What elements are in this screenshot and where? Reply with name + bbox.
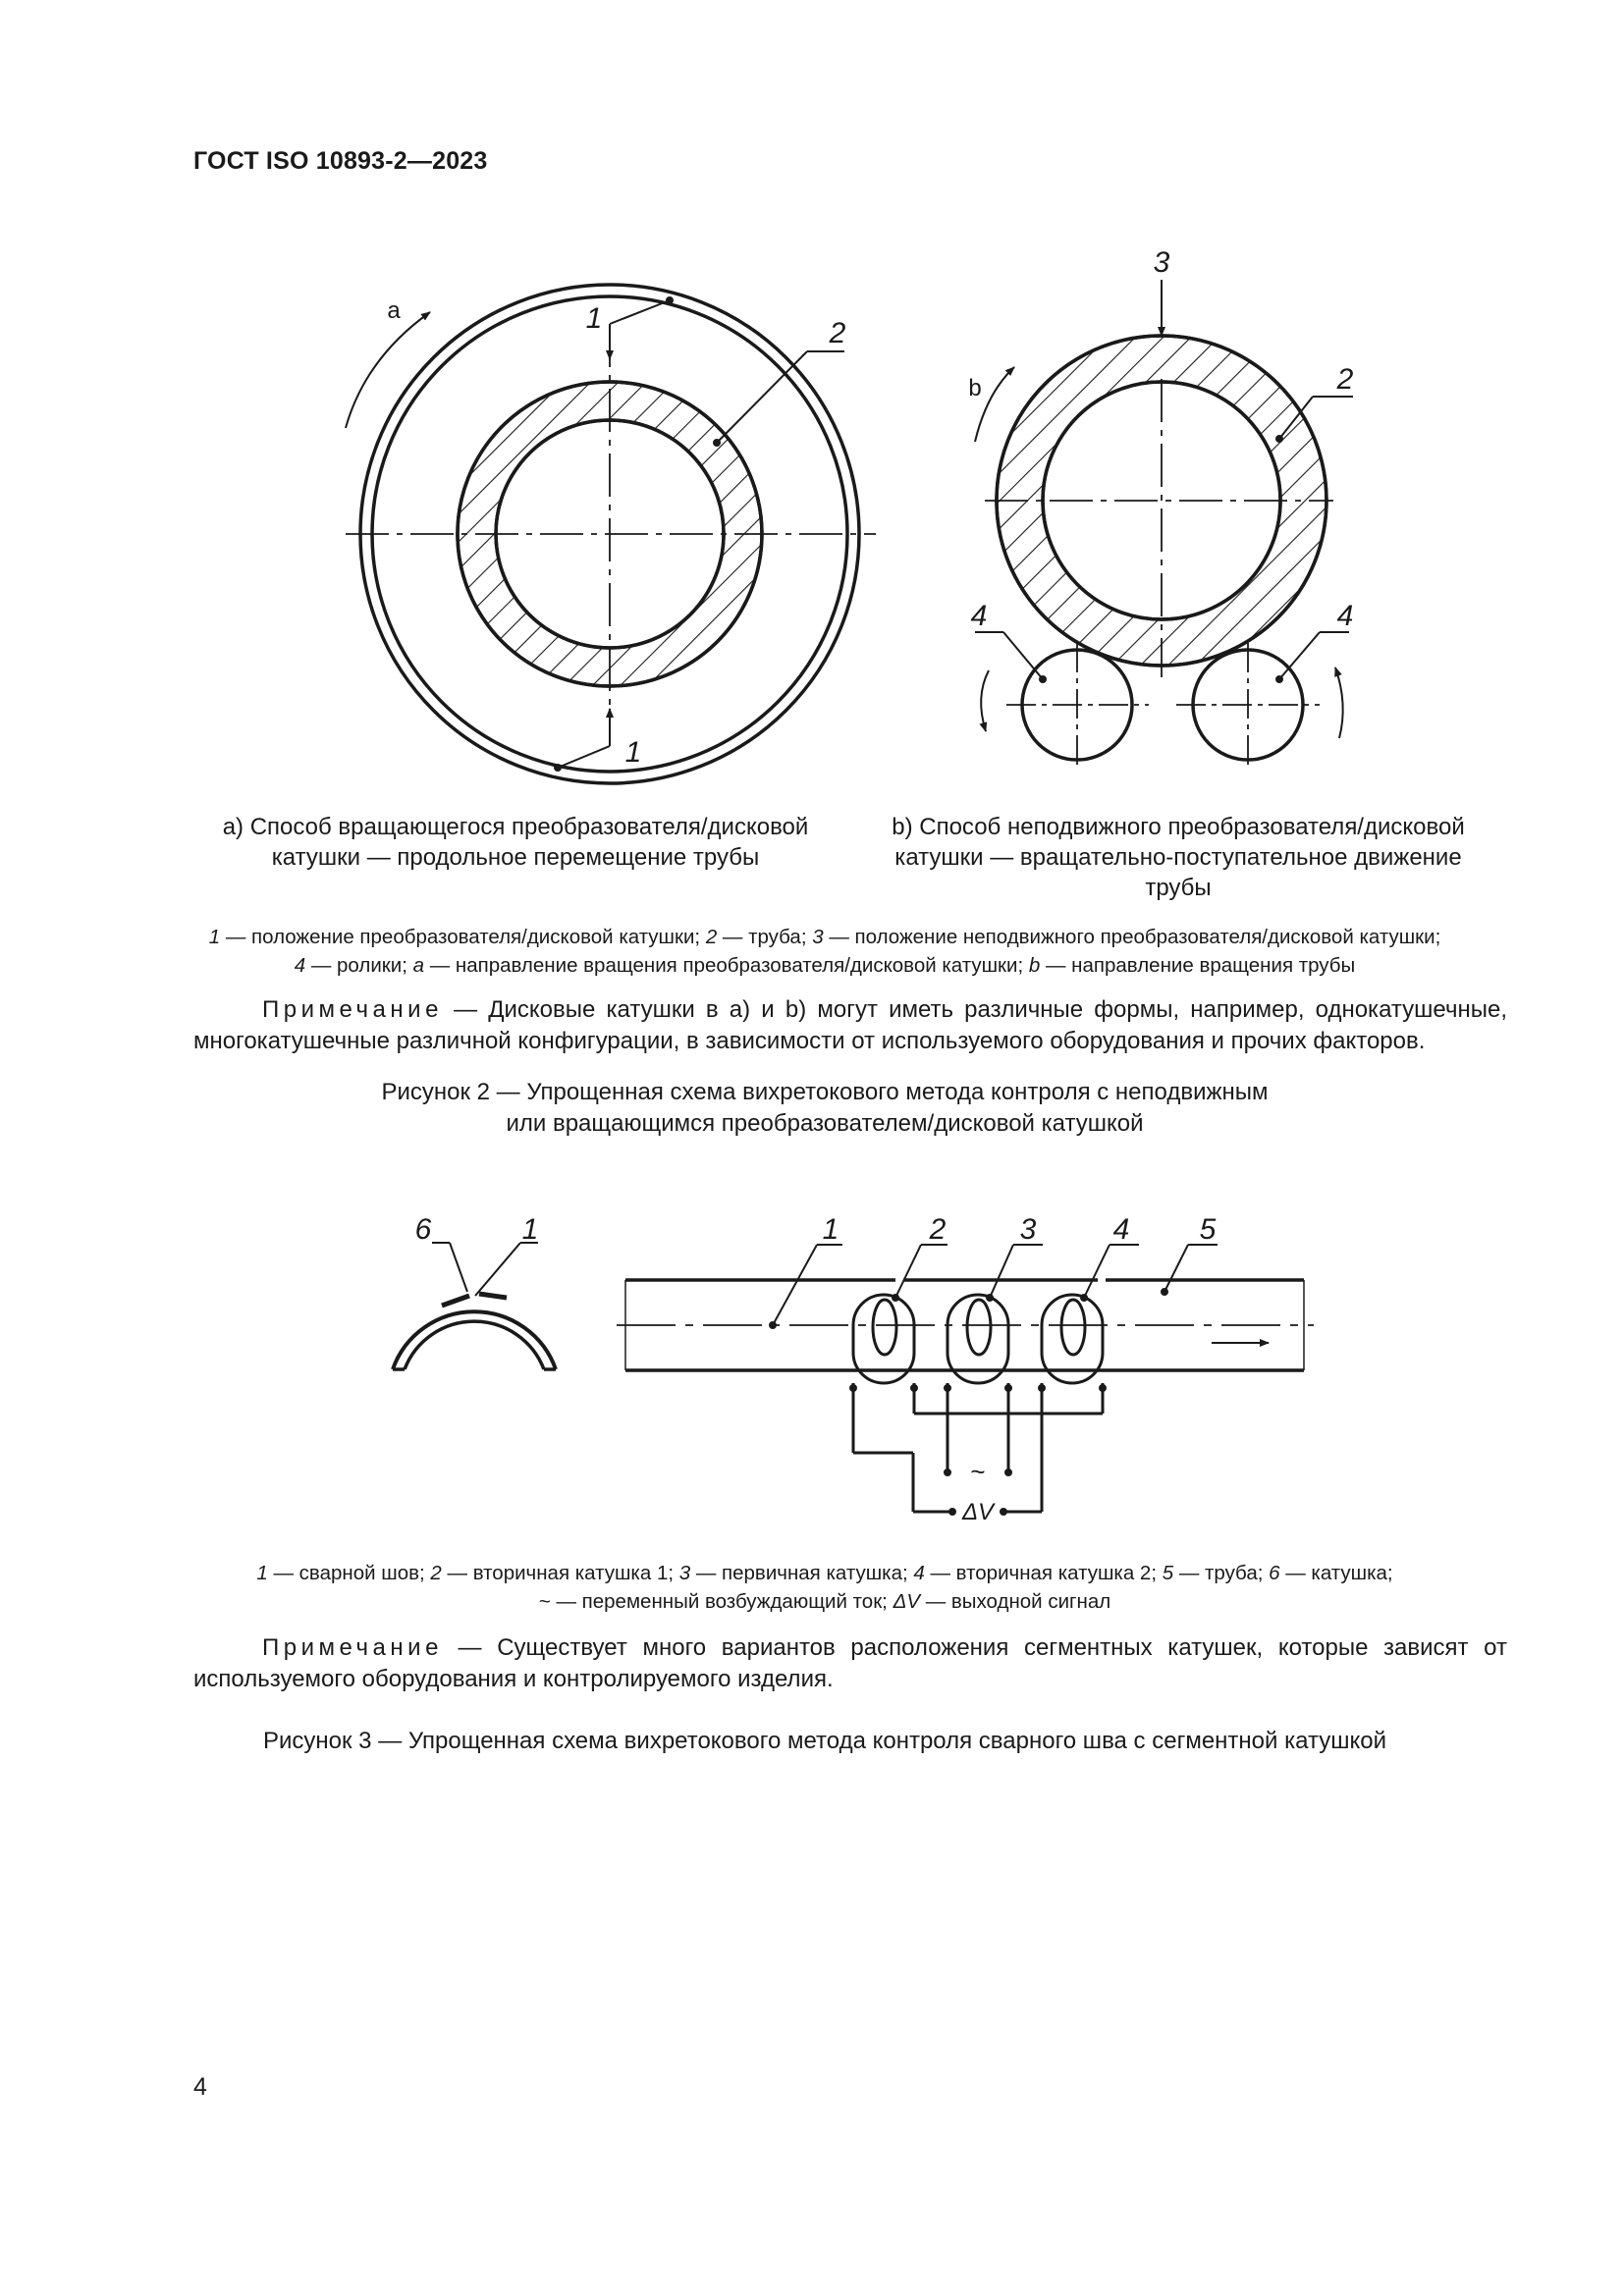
fig2b-label-2: 2 [1336, 363, 1354, 396]
fig3-label-6: 6 [414, 1213, 432, 1246]
figure2b-caption: b) Способ неподвижного преобразователя/дисковой катушки — вращательно-поступательное движение трубы [892, 814, 1465, 901]
fig2a-label-1-bottom: 1 [624, 736, 642, 769]
fig2a-label-a: a [387, 297, 401, 324]
fig3-label-4: 4 [1112, 1213, 1130, 1246]
figure2-note: Примечание — Дисковые катушки в а) и b) могут иметь различные формы, например, однокатушечные, многокатушечные различной конфигурации, в зависимости от используемого оборудования и прочих факторов. [193, 996, 1507, 1054]
figure2-legend: 1 — положение преобразователя/дисковой катушки; 2 — труба; 3 — положение неподвижного преобразователя/дисковой катушки; 4 — ролики; a — направление вращения преобразователя/дисковой катушки; b — направление вращения трубы [208, 926, 1441, 977]
document-header: ГОСТ ISO 10893-2—2023 [193, 147, 488, 175]
fig2b-label-3: 3 [1153, 246, 1170, 279]
fig3-label-2: 2 [929, 1213, 947, 1246]
figure3-segment-coil [393, 1243, 556, 1369]
fig3-label-1-left: 1 [521, 1213, 539, 1246]
page-number: 4 [193, 2073, 207, 2101]
figure2a-caption: а) Способ вращающегося преобразователя/дисковой катушки — продольное перемещение трубы [222, 814, 809, 871]
fig2b-label-4-right: 4 [1336, 600, 1354, 632]
fig3-label-dv: ΔV [961, 1499, 995, 1525]
figure2a-drawing [346, 285, 876, 783]
fig3-label-ac: ~ [970, 1457, 986, 1486]
figure2b-drawing [975, 280, 1353, 766]
figure3-legend: 1 — сварной шов; 2 — вторичная катушка 1; 3 — первичная катушка; 4 — вторичная катушка 2; 5 — труба; 6 — катушка; ~ — переменный возбуждающий ток; ΔV — выходной сигнал [256, 1562, 1393, 1613]
fig3-label-1: 1 [822, 1213, 839, 1246]
fig2a-label-2: 2 [829, 317, 846, 349]
fig3-label-3: 3 [1019, 1213, 1037, 1246]
fig3-label-5: 5 [1199, 1213, 1217, 1246]
fig2a-label-1-top: 1 [585, 302, 603, 335]
fig2b-label-b: b [968, 375, 982, 401]
figure3-title: Рисунок 3 — Упрощенная схема вихретокового метода контроля сварного шва с сегментной катушкой [263, 1728, 1386, 1754]
figure3-note: Примечание — Существует много вариантов расположения сегментных катушек, которые зависят от используемого оборудования и контролируемого изделия. [193, 1634, 1507, 1692]
figure2-title: Рисунок 2 — Упрощенная схема вихретокового метода контроля с неподвижным или вращающимся преобразователем/дисковой катушкой [381, 1079, 1269, 1137]
fig2b-label-4-left: 4 [970, 600, 988, 632]
figure3-pipe-and-coils [617, 1245, 1314, 1516]
